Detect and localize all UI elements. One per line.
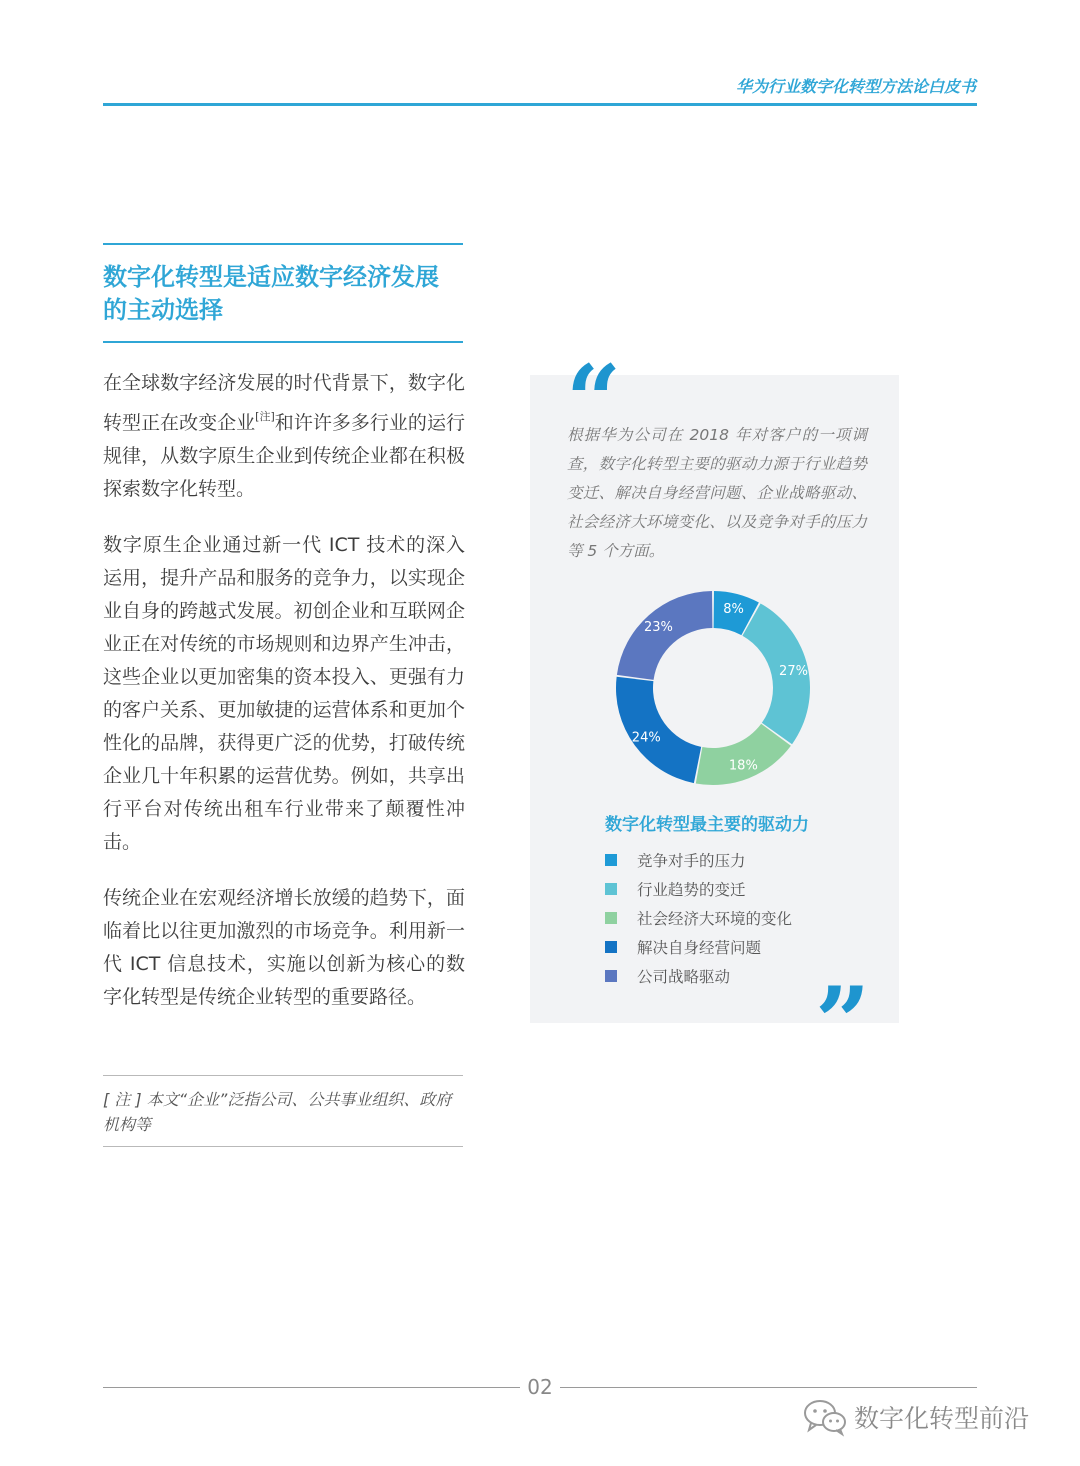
legend-swatch [605, 883, 617, 895]
legend-swatch [605, 970, 617, 982]
legend-swatch [605, 941, 617, 953]
donut-chart [610, 585, 816, 791]
legend-label: 竞争对手的压力 [637, 851, 746, 870]
close-quote-icon: ” [815, 966, 871, 1079]
body-text [103, 367, 465, 1037]
chart-legend [605, 845, 792, 990]
quote-card [530, 344, 899, 1079]
header-rule [103, 103, 977, 106]
donut-data-label: 8% [723, 602, 744, 618]
footnote-block [103, 1075, 463, 1147]
wechat-icon [802, 1397, 848, 1437]
section-heading-line2: 的主动选择 [103, 296, 223, 324]
watermark [802, 1397, 1029, 1437]
open-quote-icon: “ [566, 344, 622, 457]
legend-item [605, 961, 792, 990]
section-heading [103, 245, 463, 341]
footnote: [ 注 ] 本文“企业”泛指公司、公共事业组织、政府机构等 [103, 1090, 452, 1134]
paragraph-3: 传统企业在宏观经济增长放缓的趋势下，面临着比以往更加激烈的市场竞争。利用新一代 ICT 信息技术，实施以创新为核心的数字化转型是传统企业转型的重要路径。 [103, 887, 465, 1008]
watermark-text: 数字化转型前沿 [854, 1404, 1030, 1433]
quote-text: 根据华为公司在 2018 年对客户的一项调查，数字化转型主要的驱动力源于行业趋势变迁、解决自身经营问题、企业战略驱动、社会经济大环境变化、以及竞争对手的压力等 5 个方面。 [567, 426, 867, 560]
donut-data-label: 18% [728, 758, 758, 774]
heading-rule-bottom [103, 341, 463, 343]
legend-label: 解决自身经营问题 [637, 938, 762, 957]
donut-slice [617, 591, 713, 680]
legend-swatch [605, 854, 617, 866]
page-number: 02 [527, 1375, 553, 1399]
legend-item [605, 845, 792, 874]
donut-data-label: 24% [631, 730, 661, 746]
legend-item [605, 932, 792, 961]
footer-rule-right [560, 1387, 977, 1388]
section-heading-line1: 数字化转型是适应数字经济发展 [103, 263, 439, 291]
donut-data-label: 23% [643, 620, 673, 636]
legend-label: 社会经济大环境的变化 [637, 909, 793, 928]
paragraph-1-end: 和许许多多行业的运行规律，从数字原生企业到传统企业都在积极探索数字化转型。 [103, 412, 465, 500]
footnote-marker: [注] [255, 410, 275, 423]
legend-item [605, 903, 792, 932]
header-title: 华为行业数字化转型方法论白皮书 [735, 77, 976, 96]
paragraph-1-start: 在全球数字经济发展的时代背景下，数字化转型正在改变企业 [103, 372, 465, 434]
footnote-rule-bottom [103, 1146, 463, 1147]
section-heading-block [103, 243, 463, 343]
chart-title: 数字化转型最主要的驱动力 [605, 815, 809, 835]
donut-data-label: 27% [779, 664, 808, 680]
legend-label: 行业趋势的变迁 [637, 880, 746, 899]
legend-item [605, 874, 792, 903]
legend-label: 公司战略驱动 [637, 967, 731, 986]
legend-swatch [605, 912, 617, 924]
paragraph-2: 数字原生企业通过新一代 ICT 技术的深入运用，提升产品和服务的竞争力，以实现企业自身的跨越式发展。初创企业和互联网企业正在对传统的市场规则和边界产生冲击，这些企业以更加密集的资本投入、更强有力的客户关系、更加敏捷的运营体系和更加个性化的品牌，获得更广泛的优势，打破传统企业几十年积累的运营优势。例如，共享出行平台对传统出租车行业带来了颠覆性冲击。 [103, 534, 465, 853]
paragraph-1 [103, 367, 465, 506]
footer-rule-left [103, 1387, 520, 1388]
